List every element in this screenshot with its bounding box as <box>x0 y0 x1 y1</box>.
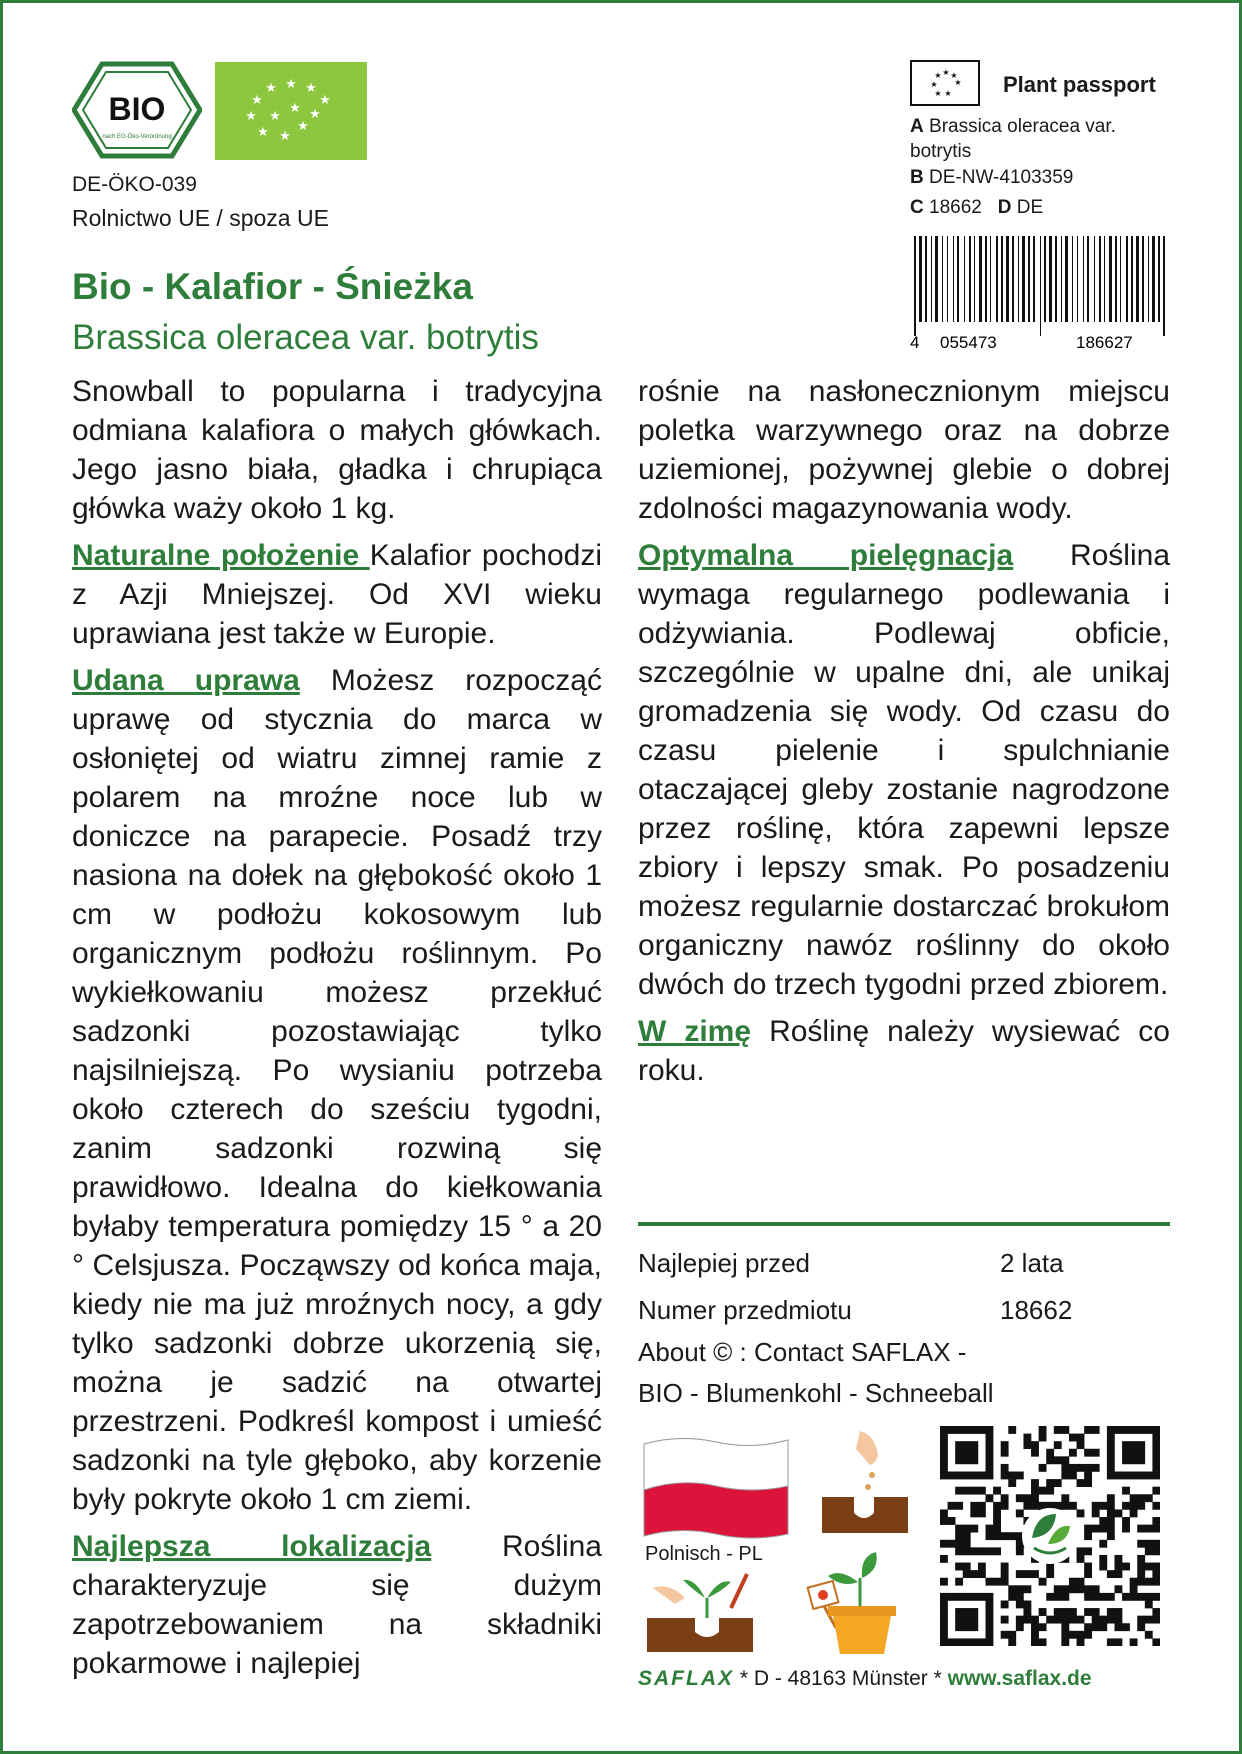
svg-text:★: ★ <box>279 129 291 144</box>
section-natural-origin: Naturalne położenie Kalafior pochodzi z Azji Mniejszej. Od XVI wieku uprawiana jest także w Europie. <box>72 539 602 650</box>
barcode <box>910 236 1172 352</box>
svg-text:★: ★ <box>950 71 958 80</box>
bio-seal-logo <box>72 60 202 160</box>
section-optimal-care: Optymalna pielęgnacja Roślina wymaga regularnego podlewania i odżywiania. Podlewaj obficie, szczególnie w upalne dni, ale unikaj gromadzenia się wody. Od czasu do czasu pielenie i spulchnianie otaczającej gleby zostanie nagrodzone przez roślinę, która zapewni lepsze zbiory i lepszy smak. Po posadzeniu możesz regularnie dostarczać brokułom organiczny nawóz roślinny do około dwóch do trzech tygodni przed zbiorem. <box>638 539 1171 1001</box>
language-label: Polnisch - PL <box>645 1543 763 1565</box>
section-heading: Optymalna pielęgnacja <box>638 539 1014 572</box>
latin-name: Brassica oleracea var. botrytis <box>72 318 539 357</box>
svg-text:nach EG-Öko-Verordnung: nach EG-Öko-Verordnung <box>102 134 172 140</box>
svg-text:★: ★ <box>251 93 263 108</box>
product-title: Bio - Kalafior - Śnieżka <box>72 266 473 307</box>
passport-field-a: A Brassica oleracea var. botrytis <box>910 116 1116 162</box>
svg-text:★: ★ <box>297 119 309 134</box>
section-successful-growing: Udana uprawa Możesz rozpocząć uprawę od stycznia do marca w osłoniętej od wiatru zimnej ramie z polarem na mroźne noce lub w doniczce na parapecie. Posadź trzy nasiona na dołek na głębokość około 1 cm w podłożu kokosowym lub organicznym podłożu roślinnym. Po wykiełkowaniu możesz przekłuć sadzonki pozostawiając tylko najsilniejszą. Po wysianiu potrzeba około czterech do sześciu tygodni, zanim sadzonki rozwiną się prawidłowo. Idealna do kiełkowania byłaby temperatura pomiędzy 15 ° a 20 ° Celsjusza. Począwszy od końca maja, kiedy nie ma już mroźnych nocy, a gdy tylko sadzonki dobrze ukorzenią się, można je sadzić na otwartej przestrzeni. Podkreśl kompost i umieść sadzonki na tyle głęboko, aby korzenie były pokryte około 1 cm ziemi. <box>72 664 602 1516</box>
svg-text:★: ★ <box>309 107 321 122</box>
svg-text:★: ★ <box>265 81 277 96</box>
potted-plant-icon <box>800 1548 910 1658</box>
svg-text:BIO: BIO <box>108 91 166 127</box>
svg-text:★: ★ <box>289 101 301 116</box>
certification-code: DE-ÖKO-039 <box>72 173 197 196</box>
svg-text:★: ★ <box>934 89 942 98</box>
best-before-label: Najlepiej przed <box>638 1248 810 1278</box>
divider <box>638 1222 1170 1226</box>
website-link[interactable]: www.saflax.de <box>947 1667 1092 1690</box>
section-heading: Udana uprawa <box>72 664 300 697</box>
section-heading: Naturalne położenie <box>72 539 370 572</box>
brand-name: SAFLAX <box>638 1667 734 1690</box>
passport-field-cd: C 18662 D DE <box>910 197 1044 218</box>
sowing-seed-icon <box>820 1425 910 1535</box>
svg-text:★: ★ <box>285 77 297 92</box>
section-heading: Najlepsza lokalizacja <box>72 1530 432 1563</box>
barcode-digit-1: 4 <box>910 333 920 352</box>
svg-text:★: ★ <box>954 78 962 87</box>
eu-flag-icon <box>910 60 980 106</box>
svg-text:★: ★ <box>245 109 257 124</box>
transplant-seedling-icon <box>645 1568 755 1654</box>
barcode-digits-2: 055473 <box>940 333 997 352</box>
item-number-label: Numer przedmiotu <box>638 1295 852 1325</box>
origin-text: Rolnictwo UE / spoza UE <box>72 205 329 231</box>
eu-organic-logo <box>215 62 367 160</box>
german-name: BIO - Blumenkohl - Schneeball <box>638 1378 994 1408</box>
right-column <box>638 372 1170 1090</box>
svg-text:★: ★ <box>269 109 281 124</box>
section-winter: W zimę Roślinę należy wysiewać co roku. <box>638 1015 1170 1087</box>
about-text: About © : Contact SAFLAX - <box>638 1337 967 1367</box>
svg-text:★: ★ <box>930 80 938 89</box>
svg-text:★: ★ <box>944 89 952 98</box>
qr-code <box>940 1426 1160 1646</box>
section-heading: W zimę <box>638 1015 752 1048</box>
left-column <box>72 372 602 1683</box>
passport-field-b: B DE-NW-4103359 <box>910 167 1074 188</box>
svg-text:★: ★ <box>934 71 942 80</box>
intro-paragraph: Snowball to popularna i tradycyjna odmiana kalafiora o małych główkach. Jego jasno biała, gładka i chrupiąca główka waży około 1 kg. <box>72 375 602 525</box>
passport-title: Plant passport <box>1003 72 1156 97</box>
svg-text:★: ★ <box>305 81 317 96</box>
polish-flag-icon <box>640 1434 792 1540</box>
item-number-value: 18662 <box>1000 1295 1073 1325</box>
svg-text:★: ★ <box>942 68 950 77</box>
svg-text:★: ★ <box>319 93 331 108</box>
barcode-digits-3: 186627 <box>1076 333 1133 352</box>
footer <box>638 1667 1092 1691</box>
best-before-value: 2 lata <box>1000 1248 1064 1278</box>
address: * D - 48163 Münster * <box>734 1667 948 1690</box>
location-continued: rośnie na nasłonecznionym miejscu poletka warzywnego oraz na dobrze uziemionej, pożywnej glebie o dobrej zdolności magazynowania wody. <box>638 375 1170 525</box>
svg-text:★: ★ <box>257 125 269 140</box>
section-best-location: Najlepsza lokalizacja Roślina charakteryzuje się dużym zapotrzebowaniem na składniki pokarmowe i najlepiej <box>72 1530 602 1680</box>
